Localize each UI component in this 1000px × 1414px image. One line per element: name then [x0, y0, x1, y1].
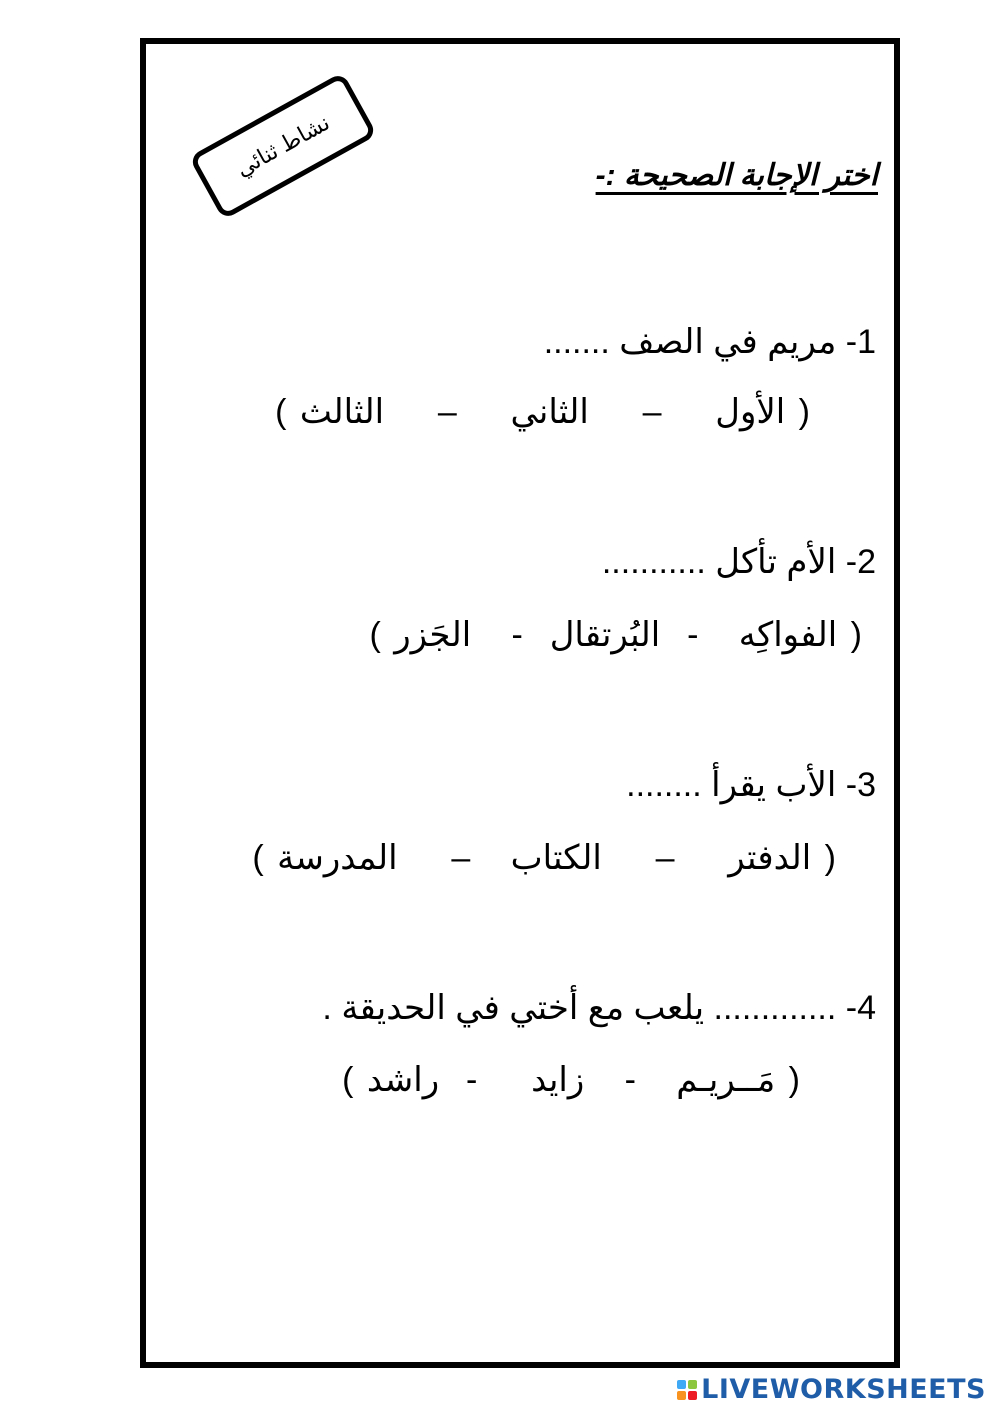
worksheet-frame: [140, 38, 900, 1368]
liveworksheets-logo: [677, 1374, 986, 1405]
question-3: 3- الأب يقرأ ........: [626, 766, 876, 804]
brand-name: LIVEWORKSHEETS: [701, 1374, 986, 1405]
logo-grid-icon: [677, 1380, 697, 1400]
page-title: اختر الإجابة الصحيحة :-: [595, 159, 878, 192]
question-4: 4- ............. يلعب مع أختي في الحديقة .: [322, 989, 876, 1027]
question-4-options: ( مَــريـم - زايد - راشد ): [342, 1061, 800, 1099]
question-2: 2- الأم تأكل ...........: [601, 543, 876, 581]
question-1: 1- مريم في الصف .......: [543, 323, 876, 361]
activity-badge-label: نشاط ثنائي: [231, 109, 334, 182]
question-2-options: ( الفواكِه - البُرتقال - الجَزر ): [369, 616, 862, 654]
question-3-options: ( الدفتر – الكتاب – المدرسة ): [252, 839, 836, 877]
question-1-options: ( الأول – الثاني – الثالث ): [275, 393, 810, 431]
